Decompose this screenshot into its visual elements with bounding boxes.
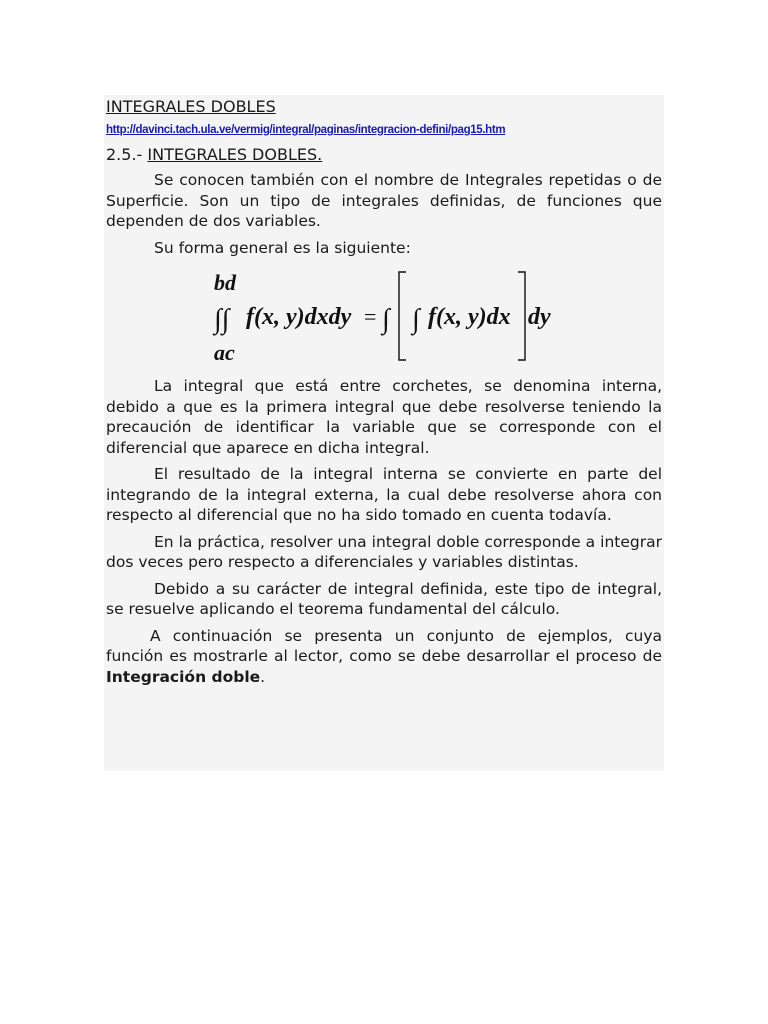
paragraph-general-form: Su forma general es la siguiente: [154,238,411,257]
inner-expression: f(x, y)dx [428,304,511,330]
examples-emphasis: Integración doble [106,667,261,686]
inner-integral-sign: ∫ [412,304,420,335]
examples-end: . [260,667,266,686]
paragraph-examples [106,626,662,688]
paragraph-outer-integral: El resultado de la integral interna se convierte en parte del integrando de la integral externa, la cual debe resolverse ahora con respecto al diferencial que no ha sido tomado en cuenta todavía. [106,465,662,524]
outer-integral-sign: ∫ [382,304,390,335]
double-integral-sign: ∫∫ [214,304,230,335]
double-integral-formula [106,264,662,368]
examples-text: A continuación se presenta un conjunto de ejemplos, cuya función es mostrarle al lector, como se debe desarrollar el proceso de [106,626,662,665]
formula-graphic [206,264,566,368]
lower-limits: ac [214,340,235,365]
upper-limits: bd [214,270,236,295]
document-body [106,96,662,687]
section-heading [106,144,662,166]
right-bracket [518,272,525,360]
section-title: INTEGRALES DOBLES. [147,145,323,164]
left-bracket [399,272,406,360]
paragraph-fundamental-theorem: Debido a su carácter de integral definida, este tipo de integral, se resuelve aplicando el teorema fundamental del cálculo. [106,579,662,618]
document-title: INTEGRALES DOBLES [106,97,276,116]
source-link[interactable]: http://davinci.tach.ula.ve/vermig/integral/paginas/integracion-defini/pag15.htm [106,124,506,136]
paragraph-inner-integral: La integral que está entre corchetes, se denomina interna, debido a que es la primera integral que debe resolverse teniendo la precaución de identificar la variable que se corresponde con el diferencial que aparece en dicha integral. [106,377,662,457]
outer-differential: dy [528,304,551,330]
paragraph-intro: Se conocen también con el nombre de Integrales repetidas o de Superficie. Son un tipo de integrales definidas, de funciones que dependen de dos variables. [106,171,662,230]
lhs-expression: f(x, y)dxdy [246,304,352,330]
paragraph-practice: En la práctica, resolver una integral doble corresponde a integrar dos veces pero respecto a diferenciales y variables distintas. [106,532,662,571]
section-number: 2.5.- [106,145,143,164]
equals-sign: = [364,304,377,329]
